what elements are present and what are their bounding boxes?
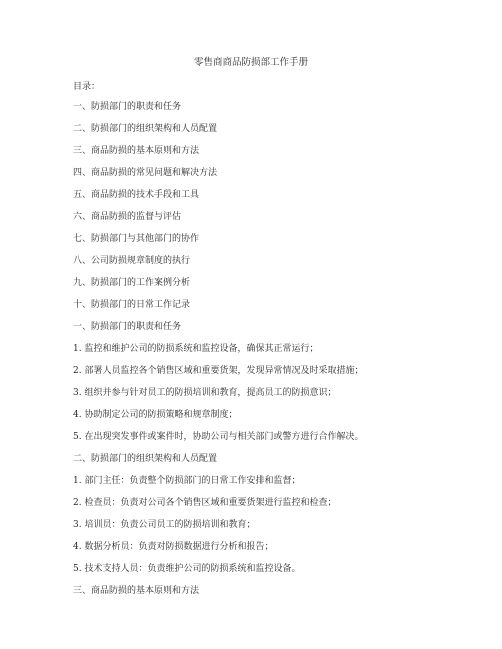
toc-item: 二、防损部门的组织架构和人员配置 [73, 124, 218, 134]
toc-item: 五、商品防损的技术手段和工具 [73, 190, 200, 200]
section-item: 1. 监控和维护公司的防损系统和监控设备，确保其正常运行； [73, 344, 319, 354]
section-item: 1. 部门主任：负责整个防损部门的日常工作安排和监督； [73, 476, 301, 486]
toc-item: 一、防损部门的职责和任务 [73, 102, 182, 112]
toc-item: 三、商品防损的基本原则和方法 [73, 146, 200, 156]
toc-item: 七、防损部门与其他部门的协作 [73, 234, 200, 244]
toc-item: 六、商品防损的监督与评估 [73, 212, 182, 222]
section-item: 4. 数据分析员：负责对防损数据进行分析和报告； [73, 542, 274, 552]
section-item: 2. 检查员：负责对公司各个销售区域和重要货架进行监控和检查； [73, 498, 337, 508]
toc-item: 四、商品防损的常见问题和解决方法 [73, 168, 218, 178]
toc-item: 九、防损部门的工作案例分析 [73, 278, 191, 288]
section-heading: 二、防损部门的组织架构和人员配置 [73, 454, 218, 464]
section-item: 3. 组织并参与针对员工的防损培训和教育，提高员工的防损意识； [73, 388, 337, 398]
document-title: 零售商商品防损部工作手册 [193, 57, 308, 68]
section-item: 5. 在出现突发事件或案件时，协助公司与相关部门或警方进行合作解决。 [73, 432, 364, 442]
section-item: 5. 技术支持人员：负责维护公司的防损系统和监控设备。 [73, 564, 301, 574]
toc-item: 八、公司防损规章制度的执行 [73, 256, 191, 266]
toc-item: 十、防损部门的日常工作记录 [73, 300, 191, 310]
section-item: 2. 部署人员监控各个销售区域和重要货架，发现异常情况及时采取措施； [73, 366, 364, 376]
section-item: 3. 培训员：负责公司员工的防损培训和教育； [73, 520, 256, 530]
section-heading: 一、防损部门的职责和任务 [73, 322, 182, 332]
section-heading: 三、商品防损的基本原则和方法 [73, 586, 200, 596]
section-item: 4. 协助制定公司的防损策略和规章制度； [73, 410, 238, 420]
toc-label: 目录： [73, 82, 101, 92]
